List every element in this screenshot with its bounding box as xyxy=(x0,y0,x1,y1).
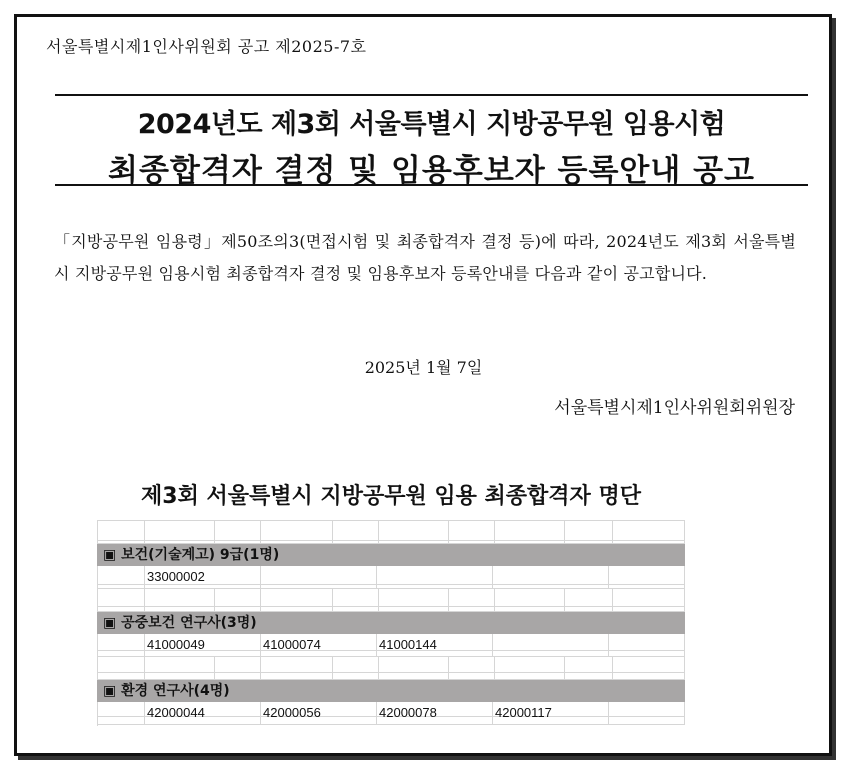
candidate-number: 42000117 xyxy=(493,702,609,724)
section-header: ▣ 공중보건 연구사(3명) xyxy=(97,612,685,634)
candidate-number: 42000078 xyxy=(377,702,493,724)
table-row xyxy=(97,566,685,589)
title-block xyxy=(55,94,808,189)
candidate-number: 41000049 xyxy=(145,634,261,656)
signer: 서울특별시제1인사위원회위원장 xyxy=(554,398,795,418)
result-sheet xyxy=(97,474,685,726)
spacer-row xyxy=(97,657,685,680)
candidate-number: 33000002 xyxy=(145,566,261,588)
spacer-row xyxy=(97,589,685,612)
candidate-number: 41000074 xyxy=(261,634,377,656)
sheet-title: 제3회 서울특별시 지방공무원 임용 최종합격자 명단 xyxy=(97,474,685,521)
candidate-number: 41000144 xyxy=(377,634,493,656)
candidate-number: 42000044 xyxy=(145,702,261,724)
candidate-number: 42000056 xyxy=(261,702,377,724)
notice-date: 2025년 1월 7일 xyxy=(364,358,483,377)
section-header: ▣ 보건(기술계고) 9급(1명) xyxy=(97,544,685,566)
title-line-2: 최종합격자 결정 및 임용후보자 등록안내 공고 xyxy=(108,153,755,189)
spacer-row xyxy=(97,521,685,544)
section-header: ▣ 환경 연구사(4명) xyxy=(97,680,685,702)
notice-number: 서울특별시제1인사위원회 공고 제2025-7호 xyxy=(46,37,367,56)
body-text: 「지방공무원 임용령」제50조의3(면접시험 및 최종합격자 결정 등)에 따라, 2024년도 제3회 서울특별시 지방공무원 임용시험 최종합격자 결정 및 임용후보자 등록안내를 다음과 같이 공고합니다. xyxy=(54,232,796,283)
table-row xyxy=(97,702,685,725)
table-row xyxy=(97,634,685,657)
title-line-1: 2024년도 제3회 서울특별시 지방공무원 임용시험 xyxy=(137,109,726,140)
